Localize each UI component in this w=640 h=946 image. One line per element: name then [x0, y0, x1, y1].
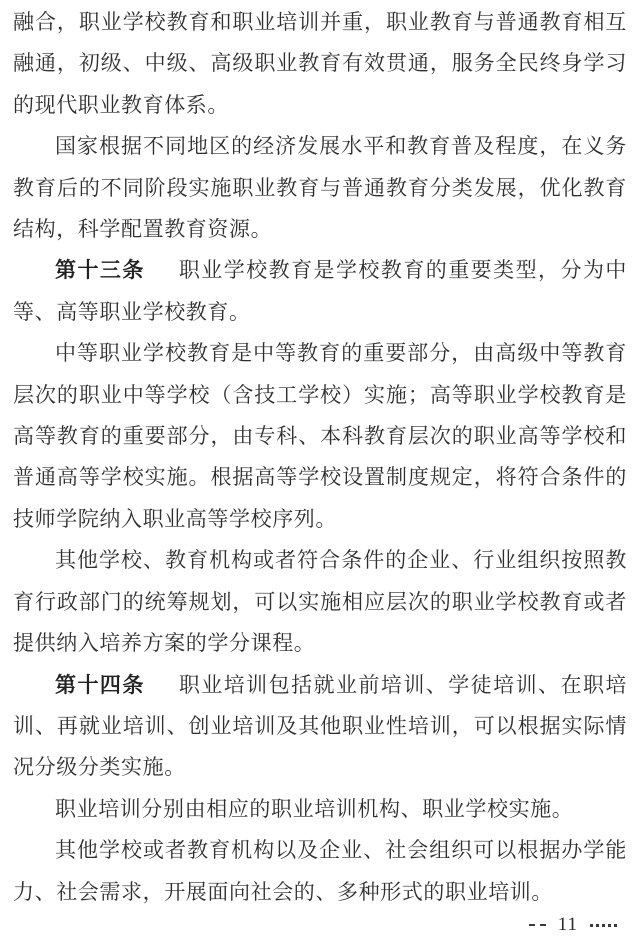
footer-dash-left: [529, 924, 546, 926]
paragraph-text: 职业学校教育是学校教育的重要类型，分为中等、高等职业学校教育。: [13, 258, 627, 324]
page-number: 11: [557, 914, 578, 935]
paragraph-social-training: [13, 830, 627, 913]
paragraph-text: 职业培训分别由相应的职业培训机构、职业学校实施。: [55, 796, 574, 821]
paragraph-text: 其他学校或者教育机构以及企业、社会组织可以根据办学能力、社会需求，开展面向社会的、多种形式的职业培训。: [13, 838, 627, 904]
paragraph-text: 中等职业学校教育是中等教育的重要部分，由高级中等教育层次的职业中等学校（含技工学校）实施；高等职业学校教育是高等教育的重要部分，由专科、本科教育层次的职业高等学校和普通高等学校实施。根据高等学校设置制度规定，将符合条件的技师学院纳入职业高等学校序列。: [13, 341, 627, 531]
paragraph-state-policy: [13, 126, 627, 250]
paragraph-text: 其他学校、教育机构或者符合条件的企业、行业组织按照教育行政部门的统筹规划，可以实施相应层次的职业学校教育或者提供纳入培养方案的学分课程。: [13, 548, 627, 656]
paragraph-other-institutions: [13, 540, 627, 664]
article-13-number: 第十三条: [55, 258, 145, 283]
page-footer: [529, 913, 617, 937]
paragraph-article-14: [13, 665, 627, 789]
paragraph-training-providers: [13, 789, 627, 830]
article-14-number: 第十四条: [55, 672, 145, 697]
paragraph-continuation: [13, 2, 627, 126]
paragraph-article-13: [13, 250, 627, 333]
footer-dash-right: [590, 924, 617, 927]
paragraph-text: 国家根据不同地区的经济发展水平和教育普及程度，在义务教育后的不同阶段实施职业教育与普通教育分类发展，优化教育结构，科学配置教育资源。: [13, 134, 627, 242]
paragraph-school-levels: [13, 333, 627, 540]
paragraph-text: 职业培训包括就业前培训、学徒培训、在职培训、再就业培训、创业培训及其他职业性培训，可以根据实际情况分级分类实施。: [13, 672, 627, 780]
paragraph-text: 融合，职业学校教育和职业培训并重，职业教育与普通教育相互融通，初级、中级、高级职业教育有效贯通，服务全民终身学习的现代职业教育体系。: [13, 10, 627, 117]
